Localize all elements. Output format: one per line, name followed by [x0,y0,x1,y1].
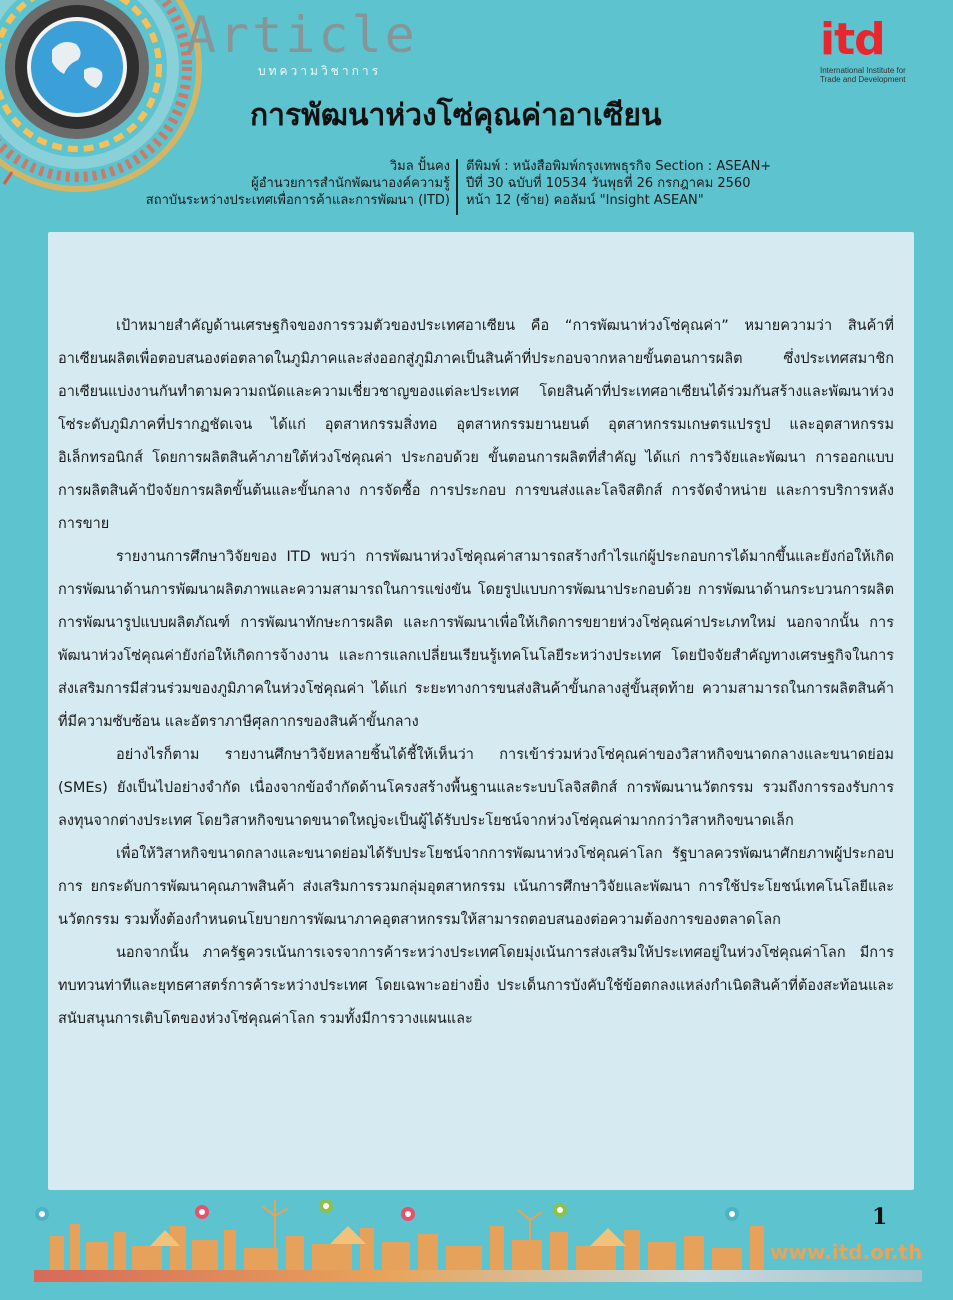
paragraph: นอกจากนั้น ภาครัฐควรเน้นการเจรจาการค้าระหว่างประเทศโดยมุ่งเน้นการส่งเสริมให้ประเทศอยู่ในห่วงโซ่คุณค่าโลก มีการทบทวนท่าทีและยุทธศาสตร์การค้าระหว่างประเทศ โดยเฉพาะอย่างยิ่ง ประเด็นการบังคับใช้ข้อตกลงแหล่งกำเนิดสินค้าที่ต้องสะท้อนและสนับสนุนการเติบโตของห่วงโซ่คุณค่าโลก รวมทั้งมีการวางแผนและ [58,945,894,1027]
itd-logo [820,14,920,104]
author-position: ผู้อำนวยการสำนักพัฒนาองค์ความรู้ [251,176,450,191]
paragraph: เป้าหมายสำคัญด้านเศรษฐกิจของการรวมตัวของประเทศอาเซียน คือ “การพัฒนาห่วงโซ่คุณค่า” หมายความว่า สินค้าที่อาเซียนผลิตเพื่อตอบสนองต่อตลาดในภูมิภาคและส่งออกสู่ภูมิภาคเป็นสินค้าที่ประกอบจากหลายขั้นตอนการผลิต ซึ่งประเทศสมาชิกอาเซียนแบ่งงานกันทำตามความถนัดและความเชี่ยวชาญของแต่ละประเทศ โดยสินค้าที่ประเทศอาเซียนได้ร่วมกันสร้างและพัฒนาห่วงโซ่ระดับภูมิภาคที่ปรากฏชัดเจน ได้แก่ อุตสาหกรรมสิ่งทอ อุตสาหกรรมยานยนต์ อุตสาหกรรมเกษตรแปรรูป และอุตสาหกรรมอิเล็กทรอนิกส์ โดยการผลิตสินค้าภายใต้ห่วงโซ่คุณค่า ประกอบด้วย ขั้นตอนการผลิตที่สำคัญ ได้แก่ การวิจัยและพัฒนา การออกแบบ การผลิตสินค้าปัจจัยการผลิตขั้นต้นและขั้นกลาง การจัดซื้อ การประกอบ การขนส่งและโลจิสติกส์ การจัดจำหน่าย และการบริการหลังการขาย [58,318,894,532]
article-subheading: บทความวิชาการ [258,64,382,78]
paragraph: อย่างไรก็ตาม รายงานศึกษาวิจัยหลายชิ้นได้ชี้ให้เห็นว่า การเข้าร่วมห่วงโซ่คุณค่าของวิสาหกิจขนาดกลางและขนาดย่อม (SMEs) ยังเป็นไปอย่างจำกัด เนื่องจากข้อจำกัดด้านโครงสร้างพื้นฐานและระบบโลจิสติกส์ การพัฒนานวัตกรรม รวมถึงการรองรับการลงทุนจากต่างประเทศ โดยวิสาหกิจขนาดขนาดใหญ่จะเป็นผู้ได้รับประโยชน์จากห่วงโซ่คุณค่ามากกว่าวิสาหกิจขนาดเล็ก [58,747,894,829]
publication-line-2: ปีที่ 30 ฉบับที่ 10534 วันพุธที่ 26 กรกฎาคม 2560 [466,176,751,191]
publication-line-3: หน้า 12 (ซ้าย) คอลัมน์ "Insight ASEAN" [466,193,704,208]
author-organization: สถาบันระหว่างประเทศเพื่อการค้าและการพัฒนา (ITD) [145,193,450,208]
paragraph: รายงานการศึกษาวิจัยของ ITD พบว่า การพัฒนาห่วงโซ่คุณค่าสามารถสร้างกำไรแก่ผู้ประกอบการได้มากขึ้นและยังก่อให้เกิดการพัฒนาด้านการพัฒนาผลิตภาพและความสามารถในการแข่งขัน โดยรูปแบบการพัฒนาประกอบด้วย การพัฒนาด้านกระบวนการผลิต การพัฒนารูปแบบผลิตภัณฑ์ การพัฒนาทักษะการผลิต และการพัฒนาเพื่อให้เกิดการขยายห่วงโซ่คุณค่าประเภทใหม่ นอกจากนั้น การพัฒนาห่วงโซ่คุณค่ายังก่อให้เกิดการจ้างงาน และการแลกเปลี่ยนเรียนรู้เทคโนโลยีระหว่างประเทศ โดยปัจจัยสำคัญทางเศรษฐกิจในการส่งเสริมการมีส่วนร่วมของภูมิภาคในห่วงโซ่คุณค่า ได้แก่ ระยะทางการขนส่งสินค้าขั้นกลางสู่ขั้นสุดท้าย ความสามารถในการผลิตสินค้าที่มีความซับซ้อน และอัตราภาษีศุลกากรของสินค้าขั้นกลาง [58,549,894,730]
article-heading-word: Article [186,6,418,64]
publication-info [466,158,906,209]
page-number: 1 [872,1204,888,1230]
page-title: การพัฒนาห่วงโซ่คุณค่าอาเซียน [250,98,662,133]
footer-stripe [34,1270,922,1282]
logo-caption: International Institute for Trade and Development [820,66,906,84]
author-name: วิมล ปั้นคง [389,159,450,174]
website-url: www.itd.or.th [770,1240,923,1264]
info-divider [456,159,458,215]
article-body [58,310,894,1036]
publication-line-1: ตีพิมพ์ : หนังสือพิมพ์กรุงเทพธุรกิจ Section : ASEAN+ [466,159,772,174]
logo-wordmark: itd [820,14,885,65]
author-info [100,158,450,209]
paragraph: เพื่อให้วิสาหกิจขนาดกลางและขนาดย่อมได้รับประโยชน์จากการพัฒนาห่วงโซ่คุณค่าโลก รัฐบาลควรพัฒนาศักยภาพผู้ประกอบการ ยกระดับการพัฒนาคุณภาพสินค้า ส่งเสริมการรวมกลุ่มอุตสาหกรรม เน้นการศึกษาวิจัยและพัฒนา การใช้ประโยชน์เทคโนโลยีและนวัตกรรม รวมทั้งต้องกำหนดนโยบายการพัฒนาภาคอุตสาหกรรมให้สามารถตอบสนองต่อความต้องการของตลาดโลก [58,846,894,928]
